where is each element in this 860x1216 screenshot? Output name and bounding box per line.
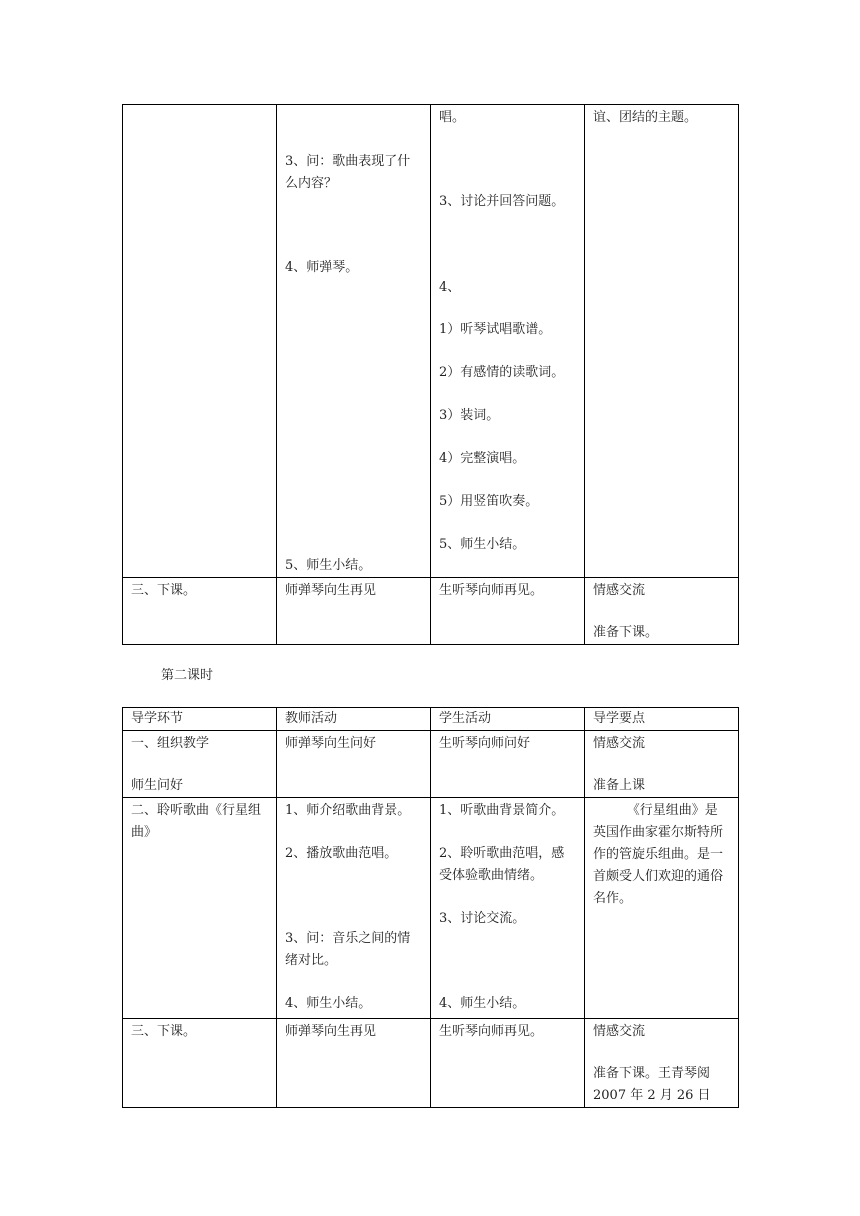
teacher-activity-cell <box>277 578 431 645</box>
stage-text: 二、聆听歌曲《行星组曲》 <box>131 803 262 840</box>
teacher-text: 师弹琴向生再见 <box>285 1024 377 1039</box>
column-header: 教师活动 <box>277 708 431 731</box>
points-cell <box>585 798 739 1019</box>
teacher-text: 师弹琴向生再见 <box>285 583 377 598</box>
column-header: 学生活动 <box>431 708 585 731</box>
teacher-step-1: 1、师介绍歌曲背景。 <box>285 803 411 818</box>
student-step-1: 1、听歌曲背景简介。 <box>439 803 565 818</box>
points-text: 情感交流 <box>593 583 646 598</box>
table-row <box>123 731 739 798</box>
stage-text: 师生问好 <box>131 778 184 793</box>
column-header: 导学环节 <box>123 708 277 731</box>
points-text: 情感交流 <box>593 736 646 751</box>
teacher-step-2: 2、播放歌曲范唱。 <box>285 846 398 861</box>
student-activity-cell <box>431 731 585 798</box>
student-step-2: 2、聆听歌曲范唱，感受体验歌曲情绪。 <box>439 846 565 883</box>
student-substep-4: 4）完整演唱。 <box>439 451 526 466</box>
student-substep-5: 5）用竖笛吹奏。 <box>439 494 539 509</box>
student-text: 生听琴向师再见。 <box>439 583 544 598</box>
student-substep-1: 1）听琴试唱歌谱。 <box>439 322 552 337</box>
points-text: 准备下课。王青琴阅 <box>593 1066 711 1081</box>
student-substep-3: 3）装词。 <box>439 408 500 423</box>
student-activity-cell <box>431 578 585 645</box>
student-text: 生听琴向师再见。 <box>439 1024 544 1039</box>
section-title: 第二课时 <box>161 668 214 683</box>
stage-cell <box>123 578 277 645</box>
teacher-piano: 4、师弹琴。 <box>285 260 359 275</box>
points-text: 情感交流 <box>593 1024 646 1039</box>
student-summary: 5、师生小结。 <box>439 537 526 552</box>
lesson-plan-table-second <box>122 707 739 1108</box>
teacher-activity-cell <box>277 798 431 1019</box>
student-activity-cell <box>431 1019 585 1108</box>
student-activity-cell <box>431 105 585 578</box>
table-row <box>123 578 739 645</box>
student-substep-2: 2）有感情的读歌词。 <box>439 365 565 380</box>
points-text: 准备上课 <box>593 778 646 793</box>
student-discuss: 3、讨论并回答问题。 <box>439 194 565 209</box>
teacher-activity-cell <box>277 1019 431 1108</box>
student-activity-cell <box>431 798 585 1019</box>
points-cell <box>585 578 739 645</box>
points-cell <box>585 1019 739 1108</box>
points-text: 准备下课。 <box>593 625 659 640</box>
stage-cell <box>123 731 277 798</box>
stage-cell <box>123 798 277 1019</box>
points-cell <box>585 105 739 578</box>
table-header-row <box>123 708 739 731</box>
stage-text: 三、下课。 <box>131 1024 197 1039</box>
teacher-question: 3、问：歌曲表现了什么内容？ <box>285 154 411 191</box>
points-text: 谊、团结的主题。 <box>593 110 698 125</box>
teacher-summary: 5、师生小结。 <box>285 558 372 573</box>
student-sing: 唱。 <box>439 110 466 125</box>
table-row <box>123 798 739 1019</box>
student-step-3: 3、讨论交流。 <box>439 911 526 926</box>
stage-text: 一、组织教学 <box>131 736 210 751</box>
teacher-step-3: 3、问：音乐之间的情绪对比。 <box>285 931 411 968</box>
student-step-4: 4、师生小结。 <box>439 996 526 1011</box>
teacher-step-4: 4、师生小结。 <box>285 996 372 1011</box>
teacher-activity-cell <box>277 731 431 798</box>
teacher-text: 师弹琴向生问好 <box>285 736 377 751</box>
points-cell <box>585 731 739 798</box>
points-text: 《行星组曲》是英国作曲家霍尔斯特所作的管旋乐组曲。是一首颇受人们欢迎的通俗名作。 <box>593 803 724 906</box>
stage-cell <box>123 105 277 578</box>
points-date: 2007 年 2 月 26 日 <box>593 1088 711 1103</box>
student-text: 生听琴向师问好 <box>439 736 531 751</box>
stage-cell <box>123 1019 277 1108</box>
stage-text: 三、下课。 <box>131 583 197 598</box>
column-header: 导学要点 <box>585 708 739 731</box>
student-step-4: 4、 <box>439 280 461 295</box>
table-row <box>123 1019 739 1108</box>
teacher-activity-cell <box>277 105 431 578</box>
lesson-plan-table-continued <box>122 104 739 645</box>
table-row <box>123 105 739 578</box>
